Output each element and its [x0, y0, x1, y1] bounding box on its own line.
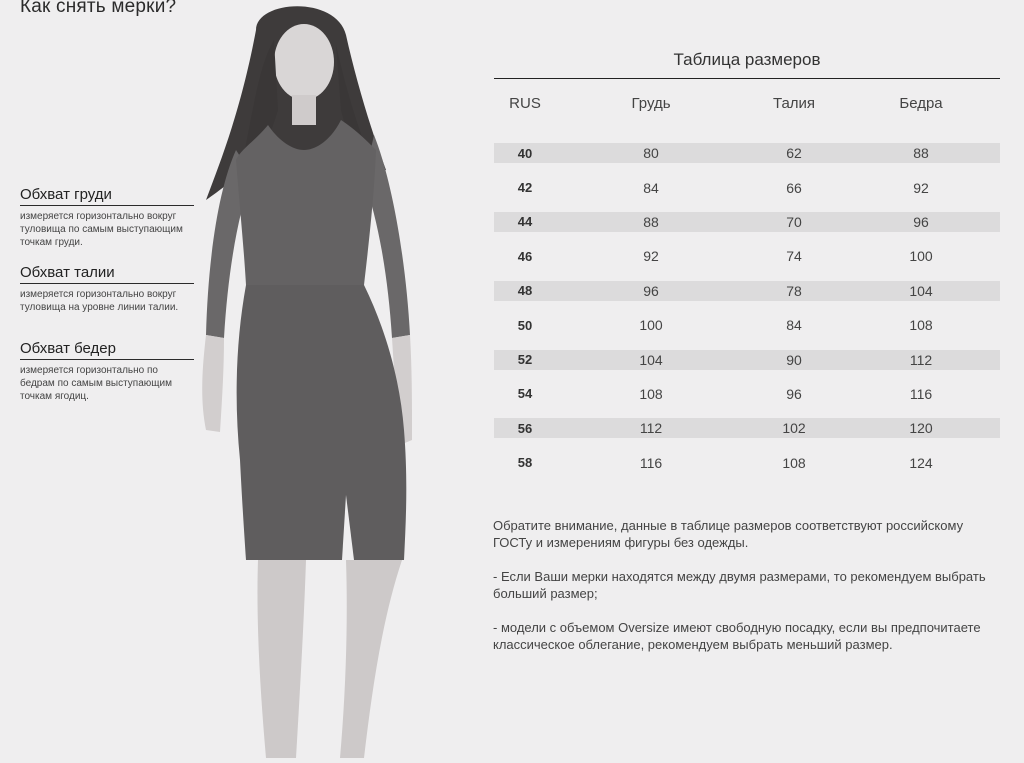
page-title: Как снять мерки? [20, 0, 177, 17]
size-table-body [494, 136, 1000, 480]
cell-bust: 116 [639, 454, 663, 471]
table-row [494, 342, 1000, 376]
cell-hips: 120 [909, 420, 933, 437]
cell-size: 48 [517, 283, 533, 299]
model-photo [196, 0, 426, 758]
cell-bust: 88 [643, 213, 659, 230]
table-row [494, 274, 1000, 308]
cell-waist: 90 [786, 351, 802, 368]
cell-size: 54 [517, 386, 533, 402]
cell-bust: 80 [643, 145, 659, 162]
cell-waist: 66 [786, 179, 802, 196]
cell-hips: 112 [909, 351, 933, 368]
cell-hips: 104 [909, 282, 933, 299]
measure-bust-title: Обхват груди [20, 186, 194, 206]
cell-hips: 108 [909, 317, 933, 334]
cell-size: 40 [517, 145, 533, 161]
cell-waist: 74 [786, 248, 802, 265]
measure-waist-title: Обхват талии [20, 264, 194, 284]
table-row [494, 136, 1000, 170]
cell-bust: 112 [639, 420, 663, 437]
cell-bust: 100 [639, 317, 663, 334]
cell-size: 44 [517, 214, 533, 230]
size-table-header [494, 89, 1000, 117]
cell-size: 58 [517, 455, 533, 471]
table-row [494, 170, 1000, 204]
header-waist: Талия [772, 94, 816, 112]
size-table [494, 89, 1000, 480]
cell-hips: 92 [913, 179, 929, 196]
cell-size: 50 [517, 317, 533, 333]
cell-hips: 116 [909, 385, 933, 402]
cell-size: 52 [517, 352, 533, 368]
measure-hips-title: Обхват бедер [20, 340, 194, 360]
cell-bust: 96 [643, 282, 659, 299]
cell-hips: 100 [909, 248, 933, 265]
cell-size: 56 [517, 420, 533, 436]
measure-waist-desc: измеряется горизонтально вокруг туловища на уровне линии талии. [20, 289, 179, 313]
cell-waist: 96 [786, 385, 802, 402]
cell-bust: 104 [639, 351, 663, 368]
table-row [494, 446, 1000, 480]
cell-size: 42 [517, 180, 533, 196]
measure-bust [20, 186, 194, 249]
table-row [494, 308, 1000, 342]
note-between-sizes: - Если Ваши мерки находятся между двумя размерами, то рекомендуем выбрать больший размер; [493, 569, 986, 601]
header-bust: Грудь [631, 94, 671, 112]
cell-waist: 84 [786, 317, 802, 334]
cell-bust: 84 [643, 179, 659, 196]
cell-bust: 108 [639, 385, 663, 402]
cell-hips: 96 [913, 213, 929, 230]
note-oversize: - модели с объемом Oversize имеют свободную посадку, если вы предпочитаете классическое облегание, рекомендуем выбрать меньший размер. [493, 620, 981, 652]
cell-waist: 108 [782, 454, 806, 471]
size-table-title: Таблица размеров [673, 50, 821, 69]
measure-hips-desc: измеряется горизонтально по бедрам по самым выступающим точкам ягодиц. [20, 365, 172, 402]
table-row [494, 205, 1000, 239]
cell-waist: 70 [786, 213, 802, 230]
cell-size: 46 [517, 248, 533, 264]
header-rus: RUS [509, 94, 541, 112]
measure-waist [20, 264, 194, 314]
size-notes [493, 517, 993, 670]
measure-bust-desc: измеряется горизонтально вокруг туловища по самым выступающим точкам груди. [20, 211, 183, 248]
cell-waist: 102 [782, 420, 806, 437]
table-row [494, 411, 1000, 445]
table-row [494, 377, 1000, 411]
title-divider [494, 78, 1000, 79]
note-gost: Обратите внимание, данные в таблице размеров соответствуют российскому ГОСТу и измерениям фигуры без одежды. [493, 518, 964, 550]
cell-waist: 62 [786, 145, 802, 162]
cell-hips: 88 [913, 145, 929, 162]
header-hips: Бедра [899, 94, 943, 112]
measure-hips [20, 340, 194, 403]
table-row [494, 239, 1000, 273]
cell-bust: 92 [643, 248, 659, 265]
cell-waist: 78 [786, 282, 802, 299]
cell-hips: 124 [909, 454, 933, 471]
